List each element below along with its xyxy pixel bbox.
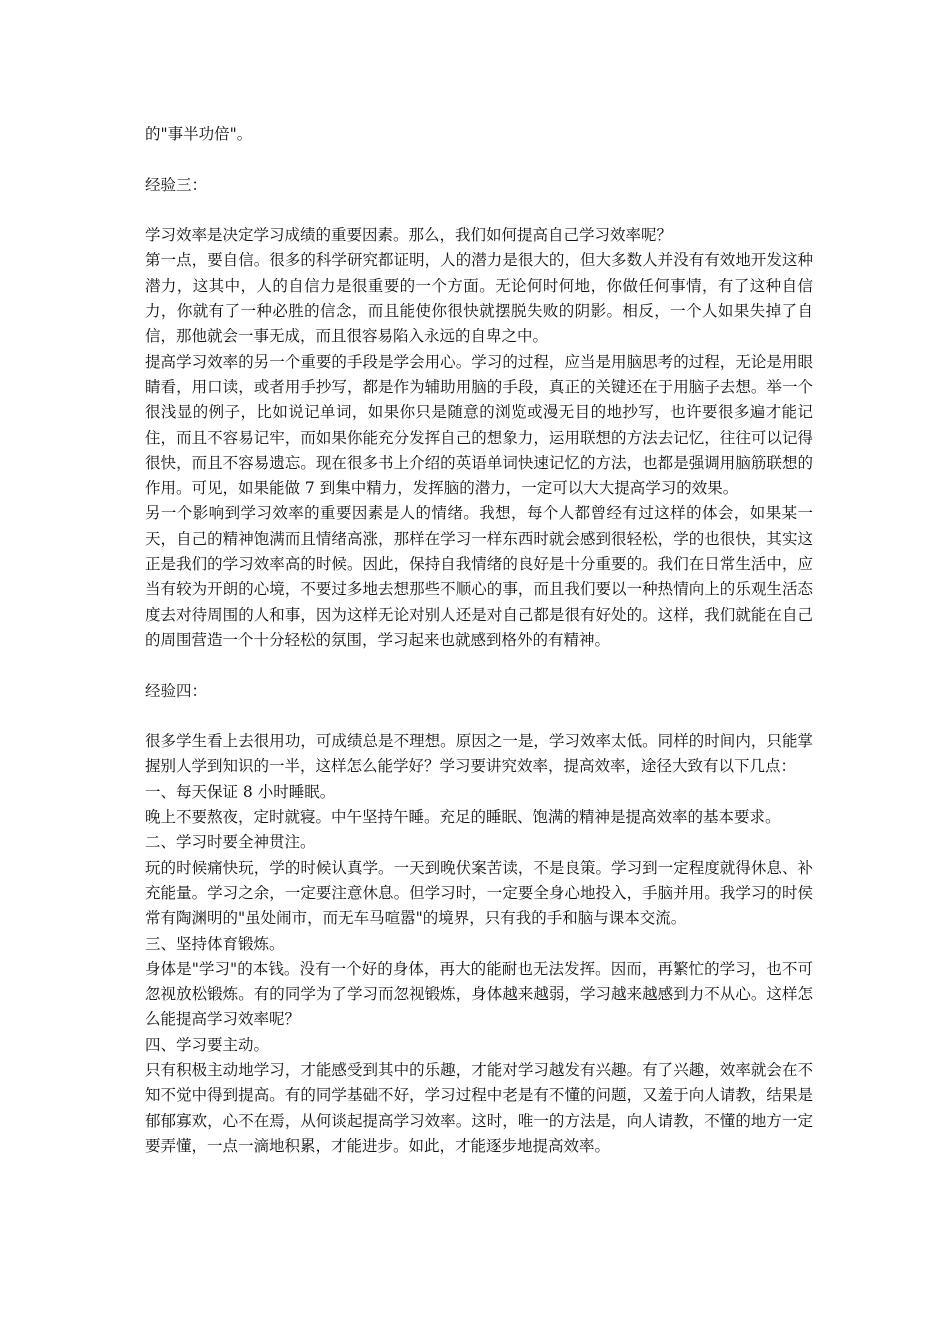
paragraph-emotion: 另一个影响到学习效率的重要因素是人的情绪。我想，每个人都曾经有过这样的体会，如果某一天，自己的精神饱满而且情绪高涨，那样在学习一样东西时就会感到很轻松，学的也很快，其实这正是我们的学习效率高的时候。因此，保持自我情绪的良好是十分重要的。我们在日常生活中，应当有较为开朗的心境，不要过多地去想那些不顺心的事，而且我们要以一种热情向上的乐观生活态度去对待周围的人和事，因为这样无论对别人还是对自己都是很有好处的。这样，我们就能在自己的周围营造一个十分轻松的氛围，学习起来也就感到格外的有精神。 <box>145 504 813 649</box>
blank-line <box>145 147 813 172</box>
paragraph-attention: 提高学习效率的另一个重要的手段是学会用心。学习的过程，应当是用脑思考的过程，无论是用眼睛看，用口读，或者用手抄写，都是作为辅助用脑的手段，真正的关键还在于用脑子去想。举一个很浅显的例子，比如说记单词，如果你只是随意的浏览或漫无目的地抄写，也许要很多遍才能记住，而且不容易记牢，而如果你能充分发挥自己的想象力，运用联想的方法去记忆，往往可以记得很快，而且不容易遗忘。现在很多书上介绍的英语单词快速记忆的方法，也都是强调用脑筋联想的作用。可见，如果能做 7 到集中精力，发挥脑的潜力，一定可以大大提高学习的效果。 <box>145 352 813 498</box>
blank-line <box>145 704 813 729</box>
paragraph-focus: 玩的时候痛快玩，学的时候认真学。一天到晚伏案苦读，不是良策。学习到一定程度就得休息、补充能量。学习之余，一定要注意休息。但学习时，一定要全身心地投入，手脑并用。我学习的时侯常有陶渊明的"虽处闹市，而无车马喧嚣"的境界，只有我的手和脑与课本交流。 <box>145 858 813 928</box>
blank-line <box>145 198 813 223</box>
paragraph-continuation: 的"事半功倍"。 <box>145 125 253 143</box>
list-item-heading-sleep: 一、每天保证 8 小时睡眠。 <box>145 782 336 801</box>
paragraph-initiative: 只有积极主动地学习，才能感受到其中的乐趣，才能对学习越发有兴趣。有了兴趣，效率就会在不知不觉中得到提高。有的同学基础不好，学习过程中老是有不懂的问题，又羞于向人请教，结果是郁郁寡欢，心不在焉，从何谈起提高学习效率。这时，唯一的方法是，向人请教，不懂的地方一定要弄懂，一点一滴地积累，才能进步。如此，才能逐步地提高效率。 <box>145 1060 813 1155</box>
section-heading-experience-3: 经验三： <box>145 175 208 194</box>
paragraph-sleep: 晚上不要熬夜，定时就寝。中午坚持午睡。充足的睡眠、饱满的精神是提高效率的基本要求。 <box>145 808 781 827</box>
paragraph-exercise: 身体是"学习"的本钱。没有一个好的身体，再大的能耐也无法发挥。因而，再繁忙的学习，也不可忽视放松锻炼。有的同学为了学习而忽视锻炼，身体越来越弱，学习越来越感到力不从心。这样怎么能提高学习效率呢？ <box>145 959 813 1029</box>
list-item-heading-initiative: 四、学习要主动。 <box>145 1035 270 1054</box>
document-body <box>145 122 813 1159</box>
list-item-heading-exercise: 三、坚持体育锻炼。 <box>145 934 285 953</box>
section-heading-experience-4: 经验四： <box>145 681 208 700</box>
paragraph-intro-efficiency: 学习效率是决定学习成绩的重要因素。那么，我们如何提高自己学习效率呢？ <box>145 226 673 245</box>
list-item-heading-focus: 二、学习时要全神贯注。 <box>145 833 316 852</box>
paragraph-intro-low-efficiency: 很多学生看上去很用功，可成绩总是不理想。原因之一是，学习效率太低。同样的时间内，只能掌握别人学到知识的一半，这样怎么能学好？学习要讲究效率，提高效率，途径大致有以下几点： <box>145 732 813 776</box>
paragraph-confidence: 第一点，要自信。很多的科学研究都证明，人的潜力是很大的，但大多数人并没有有效地开发这种潜力，这其中，人的自信力是很重要的一个方面。无论何时何地，你做任何事情，有了这种自信力，你就有了一种必胜的信念，而且能使你很快就摆脱失败的阴影。相反，一个人如果失掉了自信，那他就会一事无成，而且很容易陷入永远的自卑之中。 <box>145 251 813 346</box>
blank-line <box>145 653 813 678</box>
